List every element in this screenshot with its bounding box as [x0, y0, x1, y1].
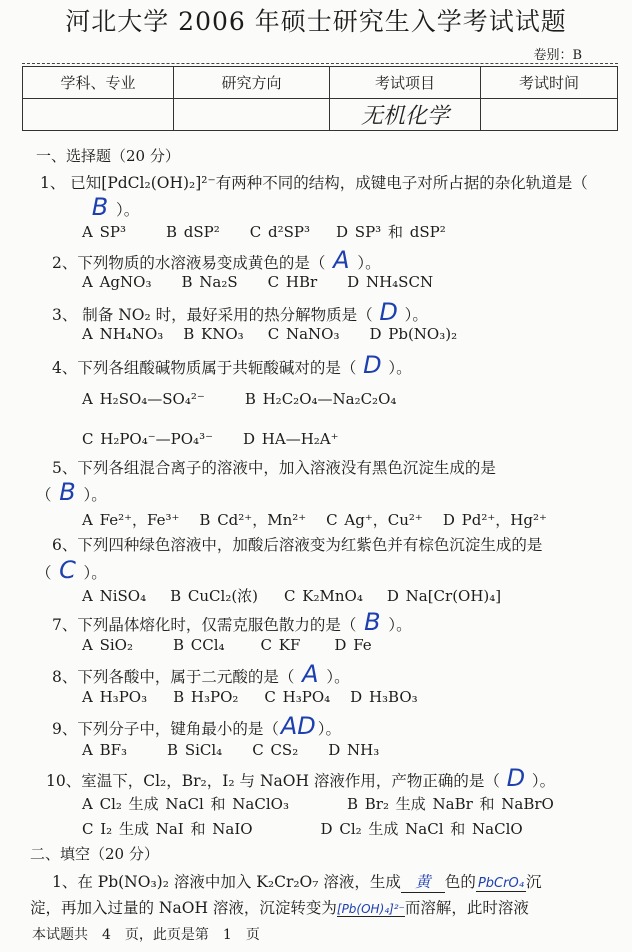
question-3: 3、 制备 NO₂ 时，最好采用的热分解物质是（ D ）。 — [52, 298, 428, 326]
question-9-answer: AD — [280, 712, 316, 740]
question-1-options: A SP³ B dSP² C d²SP³ D SP³ 和 dSP² — [82, 223, 446, 241]
section2-title: 二、填空（20 分） — [30, 845, 159, 863]
question-9: 9、下列分子中，键角最小的是（AD ）。 — [52, 712, 342, 740]
question-7-answer: B — [364, 608, 381, 636]
question-4-options-ab: A H₂SO₄—SO₄²⁻ B H₂C₂O₄—Na₂C₂O₄ — [82, 390, 397, 408]
handwritten-exam-subject: 无机化学 — [330, 99, 481, 131]
fill-question-1-line2: 淀，再加入过量的 NaOH 溶液，沉淀转变为[Pb(OH)₄]²⁻而溶解，此时溶液 — [30, 899, 529, 917]
question-8-answer: A — [302, 660, 319, 688]
fill-question-1-line1: 1、在 Pb(NO₃)₂ 溶液中加入 K₂Cr₂O₇ 溶液，生成 黄 色的 PbCrO₄ 沉 — [52, 870, 541, 893]
header-research-direction: 研究方向 — [174, 67, 330, 99]
fill-blank-2: PbCrO₄ — [476, 876, 526, 892]
question-8: 8、下列各酸中，属于二元酸的是（ A ）。 — [52, 660, 350, 688]
page-footer: 本试题共 4 页，此页是第 1 页 — [32, 927, 260, 943]
header-exam-time: 考试时间 — [481, 67, 618, 99]
exam-info-table — [22, 66, 618, 131]
question-4: 4、下列各组酸碱物质属于共轭酸碱对的是（ D ）。 — [52, 351, 412, 379]
exam-title: 河北大学 2006 年硕士研究生入学考试试题 — [65, 7, 567, 36]
question-10: 10、室温下，Cl₂，Br₂，I₂ 与 NaOH 溶液作用，产物正确的是（ D ）。 — [46, 764, 556, 792]
question-10-options-ab: A Cl₂ 生成 NaCl 和 NaClO₃ B Br₂ 生成 NaBr 和 NaBrO — [82, 795, 554, 813]
question-2-answer: A — [333, 246, 350, 274]
fill-blank-1: 黄 — [401, 870, 445, 893]
fill-blank-3: [Pb(OH)₄]²⁻ — [336, 902, 405, 916]
question-8-options: A H₃PO₃ B H₃PO₂ C H₃PO₄ D H₃BO₃ — [82, 688, 418, 706]
paper-version-label: 卷别：B — [533, 48, 582, 63]
question-6-answer-line: （ C ）。 — [36, 556, 107, 584]
question-4-options-cd: C H₂PO₄⁻—PO₄³⁻ D HA—H₂A⁺ — [82, 430, 339, 448]
section1-title: 一、选择题（20 分） — [36, 147, 180, 165]
question-6: 6、下列四种绿色溶液中，加酸后溶液变为红紫色并有棕色沉淀生成的是 — [52, 536, 543, 554]
question-6-answer: C — [59, 556, 76, 584]
question-6-options: A NiSO₄ B CuCl₂(浓) C K₂MnO₄ D Na[Cr(OH)₄] — [82, 587, 502, 605]
question-4-answer: D — [363, 351, 382, 379]
question-9-options: A BF₃ B SiCl₄ C CS₂ D NH₃ — [82, 741, 380, 759]
question-5: 5、下列各组混合离子的溶液中，加入溶液没有黑色沉淀生成的是 — [52, 459, 496, 477]
question-2: 2、下列物质的水溶液易变成黄色的是（ A ）。 — [52, 246, 381, 274]
header-discipline: 学科、专业 — [23, 67, 174, 99]
question-10-options-cd: C I₂ 生成 NaI 和 NaIO D Cl₂ 生成 NaCl 和 NaClO — [82, 820, 523, 838]
question-7-options: A SiO₂ B CCl₄ C KF D Fe — [82, 636, 372, 654]
question-2-options: A AgNO₃ B Na₂S C HBr D NH₄SCN — [82, 273, 434, 291]
question-10-answer: D — [506, 764, 526, 792]
question-5-answer: B — [59, 478, 76, 506]
question-5-answer-line: （ B ）。 — [36, 478, 107, 506]
question-1-answer-line: B ）。 — [84, 193, 139, 221]
question-3-options: A NH₄NO₃ B KNO₃ C NaNO₃ D Pb(NO₃)₂ — [82, 325, 458, 343]
question-5-options: A Fe²⁺，Fe³⁺ B Cd²⁺，Mn²⁺ C Ag⁺，Cu²⁺ D Pd²⁺，Hg²⁺ — [82, 511, 547, 529]
header-exam-subject: 考试项目 — [330, 67, 481, 99]
question-1-answer: B — [91, 193, 109, 221]
cut-line-divider — [22, 63, 618, 64]
question-1: 1、 已知[PdCl₂(OH)₂]²⁻有两种不同的结构，成键电子对所占据的杂化轨道是（ — [40, 174, 588, 192]
question-7: 7、下列晶体熔化时，仅需克服色散力的是（ B ）。 — [52, 608, 412, 636]
question-3-answer: D — [379, 298, 398, 326]
